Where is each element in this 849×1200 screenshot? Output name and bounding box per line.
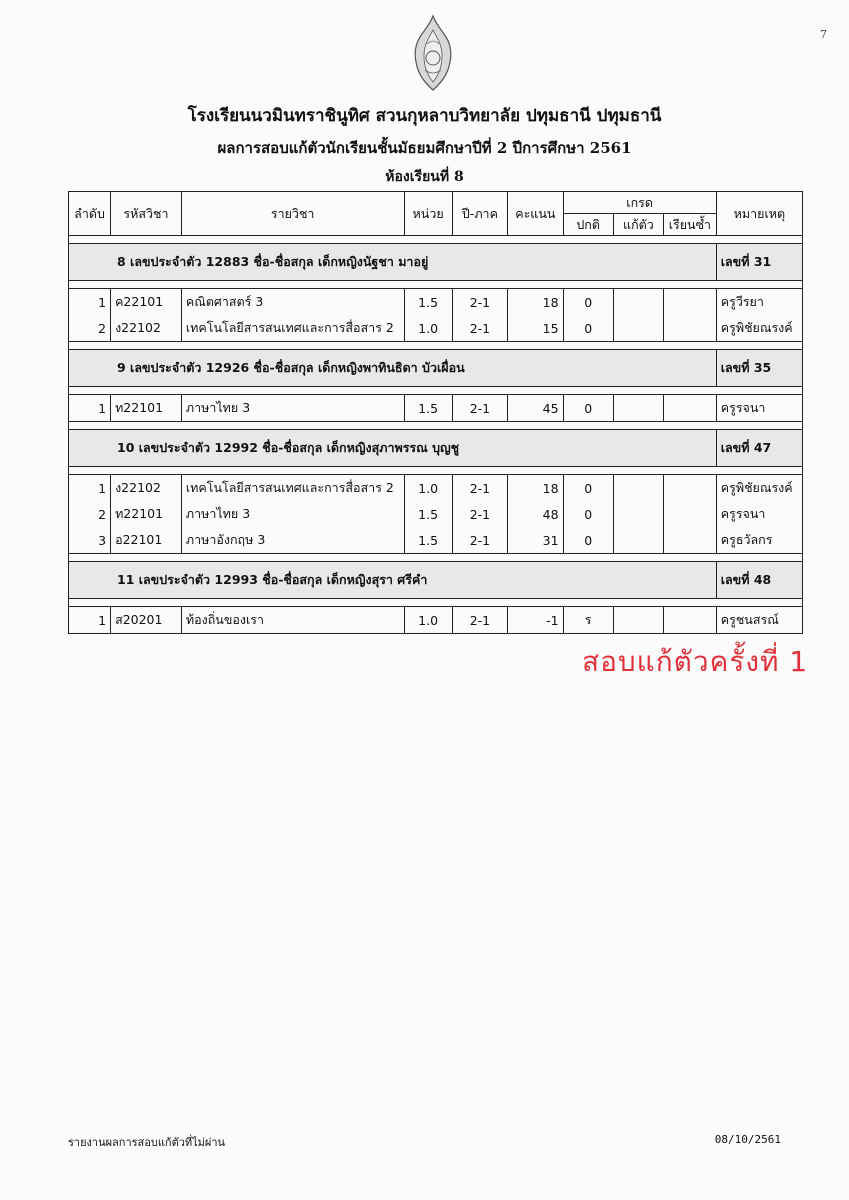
cell-unit: 1.5 [404, 289, 452, 316]
cell-repeat [664, 475, 717, 502]
subject-row [69, 315, 803, 342]
spacer-cell [69, 554, 803, 562]
cell-note: ครูธวัลกร [716, 527, 802, 554]
spacer-cell [69, 236, 803, 244]
cell-repeat [664, 501, 717, 527]
cell-note: ครูวีรยา [716, 289, 802, 316]
col-code: รหัสวิชา [111, 192, 182, 236]
cell-repeat [664, 315, 717, 342]
col-grade: เกรด [563, 192, 716, 214]
cell-code: ค22101 [111, 289, 182, 316]
cell-normal: 0 [563, 289, 613, 316]
cell-normal: 0 [563, 395, 613, 422]
retest-stamp: สอบแก้ตัวครั้งที่ 1 [582, 645, 809, 678]
student-seat: เลขที่ 47 [716, 430, 802, 467]
col-repeat: เรียนซ้ำ [664, 214, 717, 236]
student-seat: เลขที่ 35 [716, 350, 802, 387]
cell-repeat [664, 395, 717, 422]
school-name: โรงเรียนนวมินทราชินูทิศ สวนกุหลาบวิทยาลัย ปทุมธานี ปทุมธานี [187, 106, 662, 126]
cell-retest [613, 395, 663, 422]
cell-no: 2 [69, 315, 111, 342]
cell-no: 1 [69, 289, 111, 316]
cell-subject: ภาษาอังกฤษ 3 [181, 527, 404, 554]
cell-score: 45 [508, 395, 563, 422]
cell-score: -1 [508, 607, 563, 634]
grades-body [69, 236, 803, 634]
cell-note: ครูพิชัยณรงค์ [716, 315, 802, 342]
cell-retest [613, 475, 663, 502]
cell-unit: 1.0 [404, 607, 452, 634]
cell-note: ครูพิชัยณรงค์ [716, 475, 802, 502]
cell-term: 2-1 [452, 475, 507, 502]
cell-no: 1 [69, 475, 111, 502]
footer-report-name: รายงานผลการสอบแก้ตัวที่ไม่ผ่าน [68, 1136, 226, 1149]
spacer-cell [69, 281, 803, 289]
subject-row [69, 289, 803, 316]
student-label: 8 เลขประจำตัว 12883 ชื่อ-ชื่อสกุล เด็กหญิงนัฐชา มาอยู่ [69, 244, 717, 281]
subject-row [69, 527, 803, 554]
report-title: ผลการสอบแก้ตัวนักเรียนชั้นมัธยมศึกษาปีที่ 2 ปีการศึกษา 2561 [217, 139, 632, 157]
cell-retest [613, 501, 663, 527]
cell-score: 15 [508, 315, 563, 342]
cell-no: 1 [69, 607, 111, 634]
cell-code: อ22101 [111, 527, 182, 554]
cell-normal: 0 [563, 315, 613, 342]
cell-note: ครูรจนา [716, 395, 802, 422]
cell-repeat [664, 607, 717, 634]
student-seat: เลขที่ 48 [716, 562, 802, 599]
spacer-row [69, 342, 803, 350]
spacer-cell [69, 342, 803, 350]
cell-subject: ท้องถิ่นของเรา [181, 607, 404, 634]
cell-retest [613, 315, 663, 342]
room-label: ห้องเรียนที่ 8 [385, 169, 464, 185]
col-note: หมายเหตุ [716, 192, 802, 236]
student-label: 10 เลขประจำตัว 12992 ชื่อ-ชื่อสกุล เด็กหญิงสุภาพรรณ บุญชู [69, 430, 717, 467]
cell-subject: เทคโนโลยีสารสนเทศและการสื่อสาร 2 [181, 475, 404, 502]
cell-subject: คณิตศาสตร์ 3 [181, 289, 404, 316]
cell-code: ท22101 [111, 501, 182, 527]
school-seal-icon [408, 14, 458, 94]
spacer-cell [69, 467, 803, 475]
cell-subject: ภาษาไทย 3 [181, 395, 404, 422]
cell-code: ท22101 [111, 395, 182, 422]
cell-unit: 1.5 [404, 501, 452, 527]
spacer-row [69, 236, 803, 244]
student-label: 9 เลขประจำตัว 12926 ชื่อ-ชื่อสกุล เด็กหญิงพาทินธิดา บัวเผื่อน [69, 350, 717, 387]
student-row [69, 430, 803, 467]
subject-row [69, 501, 803, 527]
spacer-row [69, 554, 803, 562]
cell-normal: 0 [563, 527, 613, 554]
spacer-row [69, 467, 803, 475]
cell-retest [613, 289, 663, 316]
col-subject: รายวิชา [181, 192, 404, 236]
cell-repeat [664, 289, 717, 316]
cell-no: 3 [69, 527, 111, 554]
cell-no: 1 [69, 395, 111, 422]
student-row [69, 244, 803, 281]
col-score: คะแนน [508, 192, 563, 236]
cell-retest [613, 607, 663, 634]
cell-normal: 0 [563, 501, 613, 527]
cell-code: ง22102 [111, 475, 182, 502]
cell-no: 2 [69, 501, 111, 527]
grades-table [68, 191, 803, 634]
subject-row [69, 395, 803, 422]
spacer-row [69, 281, 803, 289]
cell-unit: 1.0 [404, 315, 452, 342]
spacer-row [69, 599, 803, 607]
cell-code: ง22102 [111, 315, 182, 342]
student-row [69, 562, 803, 599]
cell-term: 2-1 [452, 395, 507, 422]
col-retest: แก้ตัว [613, 214, 663, 236]
cell-term: 2-1 [452, 607, 507, 634]
cell-code: ส20201 [111, 607, 182, 634]
cell-score: 31 [508, 527, 563, 554]
spacer-cell [69, 387, 803, 395]
cell-term: 2-1 [452, 315, 507, 342]
col-normal: ปกติ [563, 214, 613, 236]
cell-subject: ภาษาไทย 3 [181, 501, 404, 527]
spacer-cell [69, 422, 803, 430]
student-row [69, 350, 803, 387]
cell-note: ครูชนสรณ์ [716, 607, 802, 634]
subject-row [69, 607, 803, 634]
cell-term: 2-1 [452, 501, 507, 527]
col-unit: หน่วย [404, 192, 452, 236]
cell-unit: 1.5 [404, 527, 452, 554]
cell-score: 18 [508, 289, 563, 316]
spacer-cell [69, 599, 803, 607]
page-number: 7 [820, 28, 827, 41]
cell-unit: 1.5 [404, 395, 452, 422]
cell-normal: 0 [563, 475, 613, 502]
col-term: ปี-ภาค [452, 192, 507, 236]
cell-retest [613, 527, 663, 554]
student-seat: เลขที่ 31 [716, 244, 802, 281]
cell-note: ครูรจนา [716, 501, 802, 527]
cell-score: 48 [508, 501, 563, 527]
cell-unit: 1.0 [404, 475, 452, 502]
cell-term: 2-1 [452, 527, 507, 554]
footer-date: 08/10/2561 [714, 1133, 781, 1146]
col-no: ลำดับ [69, 192, 111, 236]
student-label: 11 เลขประจำตัว 12993 ชื่อ-ชื่อสกุล เด็กหญิงสุรา ศรีคำ [69, 562, 717, 599]
cell-normal: ร [563, 607, 613, 634]
subject-row [69, 475, 803, 502]
cell-term: 2-1 [452, 289, 507, 316]
cell-score: 18 [508, 475, 563, 502]
cell-subject: เทคโนโลยีสารสนเทศและการสื่อสาร 2 [181, 315, 404, 342]
spacer-row [69, 387, 803, 395]
cell-repeat [664, 527, 717, 554]
spacer-row [69, 422, 803, 430]
